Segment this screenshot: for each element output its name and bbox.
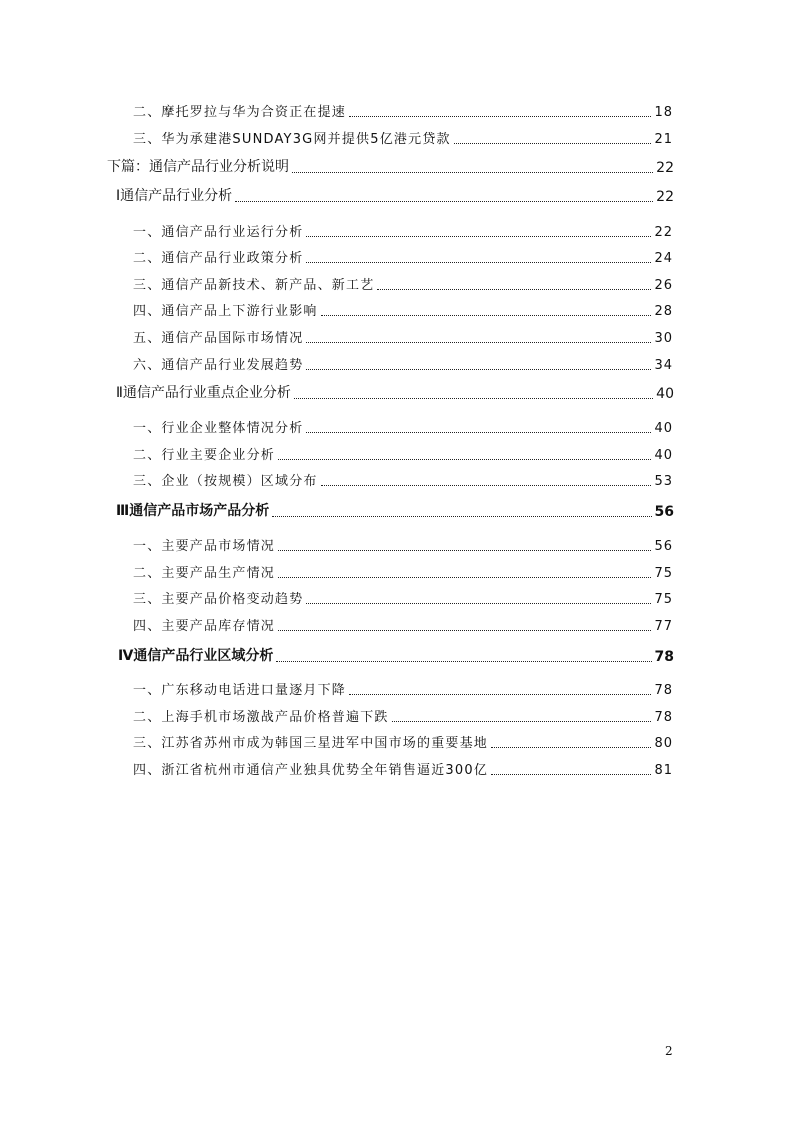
dot-leader xyxy=(349,693,651,695)
toc-entry[interactable] xyxy=(116,185,674,205)
toc-entry-page: 81 xyxy=(654,763,673,778)
dot-leader xyxy=(292,171,653,173)
toc-entry-title: 四、浙江省杭州市通信产业独具优势全年销售逼近300亿 xyxy=(133,763,489,778)
toc-entry-title: 下篇：通信产品行业分析说明 xyxy=(107,159,289,175)
dot-leader xyxy=(276,660,651,662)
toc-entry-page: 78 xyxy=(654,649,674,665)
toc-entry-page: 80 xyxy=(654,736,673,751)
toc-entry-title: 二、通信产品行业政策分析 xyxy=(133,251,304,266)
toc-entry[interactable] xyxy=(133,587,673,607)
toc-entry[interactable] xyxy=(133,416,673,436)
toc-entry-page: 22 xyxy=(656,160,674,176)
toc-entry-title: 二、行业主要企业分析 xyxy=(133,448,276,463)
toc-entry-title: 五、通信产品国际市场情况 xyxy=(133,331,304,346)
toc-entry-title: 二、主要产品生产情况 xyxy=(133,566,276,581)
dot-leader xyxy=(294,397,653,399)
toc-entry-title: 三、主要产品价格变动趋势 xyxy=(133,592,304,607)
toc-entry-page: 40 xyxy=(656,386,674,402)
toc-entry-page: 30 xyxy=(654,331,673,346)
dot-leader xyxy=(306,431,651,433)
toc-entry-page: 26 xyxy=(654,278,673,293)
toc-entry[interactable] xyxy=(133,100,673,120)
toc-entry-page: 53 xyxy=(654,474,673,489)
toc-entry-title: 四、主要产品库存情况 xyxy=(133,619,276,634)
toc-entry[interactable] xyxy=(133,443,673,463)
dot-leader xyxy=(306,235,651,237)
dot-leader xyxy=(306,261,651,263)
toc-entry[interactable] xyxy=(133,561,673,581)
toc-entry-title: 一、广东移动电话进口量逐月下降 xyxy=(133,683,347,698)
toc-entry[interactable] xyxy=(133,326,673,346)
toc-entry[interactable] xyxy=(133,273,673,293)
page-number: 2 xyxy=(665,1044,673,1058)
toc-entry[interactable] xyxy=(133,220,673,240)
toc-entry[interactable] xyxy=(118,645,674,665)
dot-leader xyxy=(272,515,651,517)
toc-entry-page: 78 xyxy=(654,710,673,725)
toc-entry-page: 56 xyxy=(654,504,674,520)
toc-entry[interactable] xyxy=(133,127,673,147)
toc-entry-page: 78 xyxy=(654,683,673,698)
dot-leader xyxy=(278,629,651,631)
dot-leader xyxy=(392,720,652,722)
toc-entry-page: 24 xyxy=(654,251,673,266)
toc-entry-title: Ⅰ通信产品行业分析 xyxy=(116,188,233,204)
toc-entry[interactable] xyxy=(116,500,674,520)
toc-entry-page: 77 xyxy=(654,619,673,634)
toc-entry-page: 40 xyxy=(654,421,673,436)
dot-leader xyxy=(377,288,651,290)
toc-entry-title: 一、主要产品市场情况 xyxy=(133,539,276,554)
dot-leader xyxy=(306,341,651,343)
toc-entry-title: 二、摩托罗拉与华为合资正在提速 xyxy=(133,105,347,120)
dot-leader xyxy=(235,200,653,202)
toc-entry-page: 75 xyxy=(654,592,673,607)
toc-entry-title: 三、企业（按规模）区域分布 xyxy=(133,474,318,489)
toc-entry-page: 56 xyxy=(654,539,673,554)
toc-entry[interactable] xyxy=(133,534,673,554)
dot-leader xyxy=(278,576,651,578)
toc-entry-page: 22 xyxy=(654,225,673,240)
toc-entry-page: 40 xyxy=(654,448,673,463)
toc-entry[interactable] xyxy=(116,382,674,402)
toc-entry[interactable] xyxy=(133,469,673,489)
dot-leader xyxy=(491,773,651,775)
toc-entry-title: 三、江苏省苏州市成为韩国三星进军中国市场的重要基地 xyxy=(133,736,489,751)
toc-entry-title: Ⅳ通信产品行业区域分析 xyxy=(118,648,274,664)
toc-entry[interactable] xyxy=(133,246,673,266)
toc-entry[interactable] xyxy=(107,156,674,176)
toc-entry-page: 28 xyxy=(654,304,673,319)
toc-entry-page: 22 xyxy=(656,189,674,205)
toc-entry-title: Ⅱ通信产品行业重点企业分析 xyxy=(116,385,291,401)
toc-entry-title: 六、通信产品行业发展趋势 xyxy=(133,358,304,373)
toc-entry-title: 一、通信产品行业运行分析 xyxy=(133,225,304,240)
dot-leader xyxy=(306,602,651,604)
toc-entry-page: 21 xyxy=(654,132,673,147)
toc-entry-page: 75 xyxy=(654,566,673,581)
dot-leader xyxy=(349,115,651,117)
toc-entry[interactable] xyxy=(133,758,673,778)
toc-entry[interactable] xyxy=(133,678,673,698)
toc-entry-title: Ⅲ通信产品市场产品分析 xyxy=(116,503,270,519)
dot-leader xyxy=(321,484,652,486)
toc-entry-page: 34 xyxy=(654,358,673,373)
toc-entry[interactable] xyxy=(133,299,673,319)
dot-leader xyxy=(278,458,651,460)
toc-entry-page: 18 xyxy=(654,105,673,120)
toc-entry-title: 三、华为承建港SUNDAY3G网并提供5亿港元贷款 xyxy=(133,132,451,147)
toc-entry-title: 三、通信产品新技术、新产品、新工艺 xyxy=(133,278,375,293)
dot-leader xyxy=(491,746,651,748)
dot-leader xyxy=(321,314,652,316)
toc-entry[interactable] xyxy=(133,614,673,634)
dot-leader xyxy=(306,368,651,370)
toc-entry-title: 四、通信产品上下游行业影响 xyxy=(133,304,318,319)
toc-entry-title: 二、上海手机市场激战产品价格普遍下跌 xyxy=(133,710,389,725)
toc-entry[interactable] xyxy=(133,353,673,373)
toc-entry[interactable] xyxy=(133,705,673,725)
dot-leader xyxy=(454,142,652,144)
dot-leader xyxy=(278,549,651,551)
toc-entry[interactable] xyxy=(133,731,673,751)
toc-entry-title: 一、行业企业整体情况分析 xyxy=(133,421,304,436)
